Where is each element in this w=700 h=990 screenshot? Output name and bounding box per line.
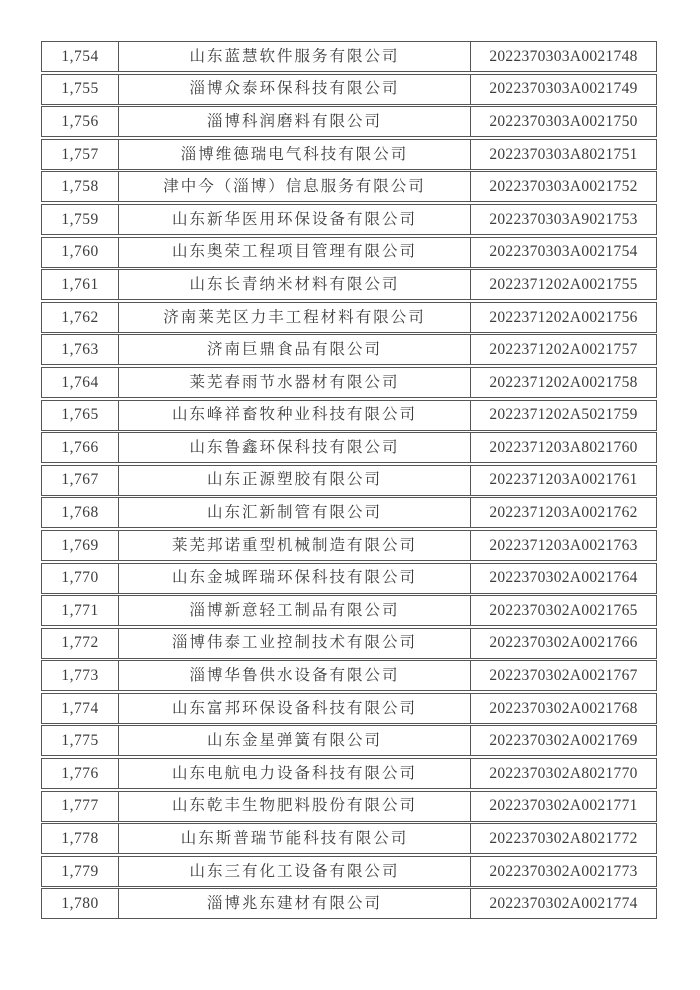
certificate-code-cell: 2022370302A0021767 — [489, 667, 638, 685]
table-row — [41, 41, 657, 72]
certificate-code-cell: 2022370302A0021769 — [489, 732, 638, 750]
serial-number-cell: 1,754 — [42, 42, 119, 71]
certificate-code-cell: 2022370303A0021748 — [489, 47, 638, 65]
company-registration-table — [41, 41, 657, 919]
company-name-cell: 淄博伟泰工业控制技术有限公司 — [119, 629, 471, 658]
serial-number-cell: 1,767 — [42, 466, 119, 495]
company-name-cell: 山东电航电力设备科技有限公司 — [119, 759, 471, 788]
certificate-code-cell: 2022370303A0021749 — [489, 80, 638, 98]
certificate-code-cell: 2022371203A0021763 — [489, 536, 638, 554]
certificate-code-cell: 2022370302A8021772 — [489, 830, 638, 847]
company-name-cell: 山东峰祥畜牧种业科技有限公司 — [119, 401, 471, 430]
table-row — [41, 660, 657, 691]
table-row — [41, 139, 657, 170]
company-name-cell: 淄博科润磨料有限公司 — [119, 107, 471, 136]
table-row — [41, 432, 657, 463]
table-row — [41, 269, 657, 300]
serial-number-cell: 1,765 — [42, 401, 119, 430]
certificate-code-cell: 2022370302A0021773 — [489, 862, 638, 880]
serial-number-cell: 1,773 — [42, 661, 119, 690]
company-name-cell: 济南莱芜区力丰工程材料有限公司 — [119, 303, 471, 332]
table-row — [41, 465, 657, 496]
serial-number-cell: 1,776 — [42, 759, 119, 788]
certificate-code-cell: 2022371202A0021757 — [489, 341, 638, 359]
company-name-cell: 山东金城晖瑞环保科技有限公司 — [119, 564, 471, 593]
certificate-code-cell: 2022370303A8021751 — [489, 145, 638, 163]
certificate-code-cell: 2022370303A9021753 — [489, 210, 638, 228]
company-name-cell: 莱芜春雨节水器材有限公司 — [119, 368, 471, 397]
company-name-cell: 山东新华医用环保设备有限公司 — [119, 205, 471, 234]
company-name-cell: 山东正源塑胶有限公司 — [119, 466, 471, 495]
company-name-cell: 莱芜邦诺重型机械制造有限公司 — [119, 531, 471, 560]
table-row — [41, 758, 657, 789]
table-row — [41, 400, 657, 431]
certificate-code-cell: 2022371203A0021762 — [489, 504, 638, 522]
table-row — [41, 530, 657, 561]
serial-number-cell: 1,774 — [42, 694, 119, 723]
certificate-code-cell: 2022371202A0021756 — [489, 308, 638, 326]
serial-number-cell: 1,762 — [42, 303, 119, 332]
serial-number-cell: 1,771 — [42, 596, 119, 625]
serial-number-cell: 1,755 — [42, 75, 119, 104]
company-name-cell: 济南巨鼎食品有限公司 — [119, 335, 471, 364]
company-name-cell: 淄博众泰环保科技有限公司 — [119, 75, 471, 104]
table-row — [41, 367, 657, 398]
serial-number-cell: 1,759 — [42, 205, 119, 234]
company-name-cell: 山东乾丰生物肥料股份有限公司 — [119, 792, 471, 821]
serial-number-cell: 1,780 — [42, 889, 119, 918]
serial-number-cell: 1,764 — [42, 368, 119, 397]
company-name-cell: 津中今（淄博）信息服务有限公司 — [119, 172, 471, 201]
certificate-code-cell: 2022371202A5021759 — [489, 406, 638, 424]
serial-number-cell: 1,772 — [42, 629, 119, 658]
certificate-code-cell: 2022370302A0021771 — [489, 797, 638, 815]
table-row — [41, 302, 657, 333]
serial-number-cell: 1,770 — [42, 564, 119, 593]
company-name-cell: 山东富邦环保设备科技有限公司 — [119, 694, 471, 723]
table-row — [41, 888, 657, 919]
certificate-code-cell: 2022370302A0021765 — [489, 601, 638, 619]
serial-number-cell: 1,775 — [42, 726, 119, 755]
certificate-code-cell: 2022371203A0021761 — [489, 471, 638, 489]
company-name-cell: 淄博华鲁供水设备有限公司 — [119, 661, 471, 690]
serial-number-cell: 1,756 — [42, 107, 119, 136]
certificate-code-cell: 2022370302A0021768 — [489, 699, 638, 717]
serial-number-cell: 1,779 — [42, 857, 119, 886]
serial-number-cell: 1,761 — [42, 270, 119, 299]
company-name-cell: 淄博新意轻工制品有限公司 — [119, 596, 471, 625]
certificate-code-cell: 2022370302A0021774 — [489, 895, 638, 913]
company-name-cell: 山东蓝慧软件服务有限公司 — [119, 42, 471, 71]
table-row — [41, 74, 657, 105]
table-row — [41, 856, 657, 887]
serial-number-cell: 1,768 — [42, 498, 119, 527]
certificate-code-cell: 2022370302A0021766 — [489, 634, 638, 652]
company-name-cell: 山东鲁鑫环保科技有限公司 — [119, 433, 471, 462]
certificate-code-cell: 2022370303A0021752 — [489, 178, 638, 196]
serial-number-cell: 1,766 — [42, 433, 119, 462]
table-row — [41, 725, 657, 756]
table-row — [41, 106, 657, 137]
certificate-code-cell: 2022370303A0021750 — [489, 112, 638, 130]
table-row — [41, 823, 657, 854]
serial-number-cell: 1,760 — [42, 238, 119, 267]
table-row — [41, 595, 657, 626]
table-row — [41, 791, 657, 822]
serial-number-cell: 1,778 — [42, 824, 119, 853]
table-row — [41, 628, 657, 659]
serial-number-cell: 1,769 — [42, 531, 119, 560]
company-name-cell: 山东汇新制管有限公司 — [119, 498, 471, 527]
serial-number-cell: 1,758 — [42, 172, 119, 201]
serial-number-cell: 1,757 — [42, 140, 119, 169]
certificate-code-cell: 2022371203A8021760 — [489, 438, 638, 456]
table-row — [41, 693, 657, 724]
certificate-code-cell: 2022370302A8021770 — [489, 764, 638, 782]
table-row — [41, 171, 657, 202]
certificate-code-cell: 2022371202A0021758 — [489, 373, 638, 391]
table-row — [41, 204, 657, 235]
company-name-cell: 山东奥荣工程项目管理有限公司 — [119, 238, 471, 267]
company-name-cell: 淄博维德瑞电气科技有限公司 — [119, 140, 471, 169]
company-name-cell: 山东金星弹簧有限公司 — [119, 726, 471, 755]
company-name-cell: 山东斯普瑞节能科技有限公司 — [119, 824, 471, 853]
table-row — [41, 497, 657, 528]
certificate-code-cell: 2022371202A0021755 — [489, 275, 638, 293]
table-row — [41, 237, 657, 268]
company-name-cell: 淄博兆东建材有限公司 — [119, 889, 471, 918]
certificate-code-cell: 2022370303A0021754 — [489, 243, 638, 261]
table-row — [41, 563, 657, 594]
certificate-code-cell: 2022370302A0021764 — [489, 569, 638, 587]
company-name-cell: 山东长青纳米材料有限公司 — [119, 270, 471, 299]
company-name-cell: 山东三有化工设备有限公司 — [119, 857, 471, 886]
table-row — [41, 334, 657, 365]
serial-number-cell: 1,763 — [42, 335, 119, 364]
serial-number-cell: 1,777 — [42, 792, 119, 821]
